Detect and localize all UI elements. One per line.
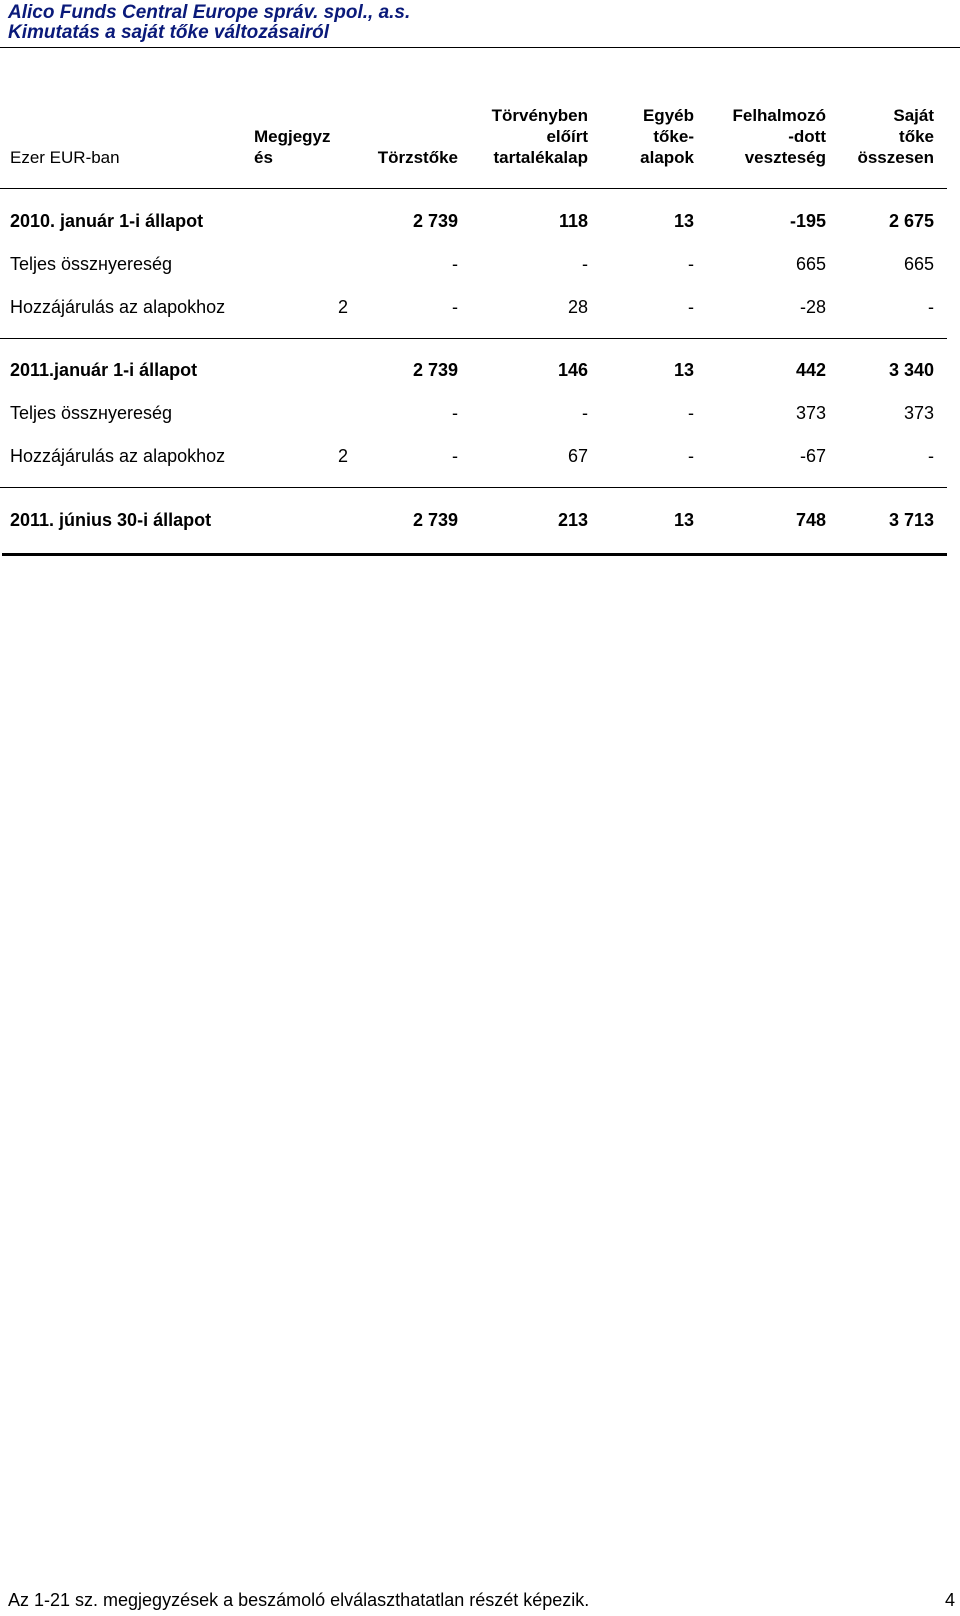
total-cell: -: [928, 297, 934, 317]
share-capital-cell: 2 739: [412, 510, 458, 530]
note-cell: 2: [337, 446, 348, 466]
statement-title: Kimutatás a saját tőke változásairól: [8, 22, 330, 43]
legal-reserve-cell: -: [582, 403, 588, 423]
accum-loss-cell: 665: [795, 254, 826, 274]
legal-reserve-cell: 118: [558, 211, 588, 231]
row-label: Teljes összнyereség: [10, 254, 173, 274]
legal-reserve-header-line1: Törvényben: [491, 106, 588, 125]
company-name: Alico Funds Central Europe správ. spol., a.s.: [8, 2, 411, 23]
note-header-line1: Megjegyz: [254, 127, 331, 146]
table-row: [0, 510, 960, 534]
total-cell: 373: [903, 403, 934, 423]
other-funds-cell: 13: [673, 211, 694, 231]
row-label: 2011.január 1-i állapot: [10, 360, 198, 380]
total-cell: 665: [903, 254, 934, 274]
accum-loss-header-line3: veszteség: [744, 148, 826, 167]
section-rule: [0, 487, 947, 488]
other-funds-cell: -: [688, 297, 694, 317]
equity-total-header-line1: Saját: [893, 106, 934, 125]
accum-loss-cell: 442: [795, 360, 826, 380]
other-funds-header-line3: alapok: [640, 148, 694, 167]
legal-reserve-cell: 28: [567, 297, 588, 317]
share-capital-cell: -: [452, 297, 458, 317]
accum-loss-cell: -195: [789, 211, 826, 231]
share-capital-header: Törzstőke: [377, 148, 458, 167]
accum-loss-cell: -67: [799, 446, 826, 466]
row-label: 2010. január 1-i állapot: [10, 211, 204, 231]
table-row: [0, 360, 960, 384]
accum-loss-header-line2: -dott: [788, 127, 826, 146]
accum-loss-cell: 373: [795, 403, 826, 423]
total-cell: 3 340: [888, 360, 934, 380]
total-cell: 2 675: [888, 211, 934, 231]
legal-reserve-cell: 67: [567, 446, 588, 466]
note-cell: 2: [337, 297, 348, 317]
row-label: Hozzájárulás az alapokhoz: [10, 297, 226, 317]
accum-loss-cell: -28: [799, 297, 826, 317]
row-label: Teljes összнyereség: [10, 403, 173, 423]
note-header-line2: és: [254, 148, 273, 167]
legal-reserve-cell: -: [582, 254, 588, 274]
table-row: [0, 297, 960, 321]
share-capital-cell: -: [452, 254, 458, 274]
accum-loss-cell: 748: [795, 510, 826, 530]
title-divider: [0, 47, 960, 48]
row-label: Hozzájárulás az alapokhoz: [10, 446, 226, 466]
header-rule: [0, 188, 947, 189]
other-funds-cell: -: [688, 254, 694, 274]
other-funds-cell: -: [688, 403, 694, 423]
table-row: [0, 403, 960, 427]
closing-double-rule: [2, 553, 947, 556]
share-capital-cell: -: [452, 446, 458, 466]
legal-reserve-cell: 213: [557, 510, 588, 530]
other-funds-header-line2: tőke-: [653, 127, 694, 146]
other-funds-cell: -: [688, 446, 694, 466]
page-number: 4: [945, 1590, 956, 1610]
section-rule: [0, 338, 947, 339]
other-funds-cell: 13: [673, 360, 694, 380]
row-label: 2011. június 30-i állapot: [10, 510, 212, 530]
table-row: [0, 254, 960, 278]
other-funds-cell: 13: [673, 510, 694, 530]
equity-total-header-line3: összesen: [857, 148, 934, 167]
total-cell: -: [928, 446, 934, 466]
legal-reserve-header-line2: előírt: [546, 127, 588, 146]
share-capital-cell: -: [452, 403, 458, 423]
legal-reserve-cell: 146: [557, 360, 588, 380]
share-capital-cell: 2 739: [412, 211, 458, 231]
unit-header: Ezer EUR-ban: [10, 148, 120, 167]
equity-total-header-line2: tőke: [899, 127, 934, 146]
footer-note: Az 1-21 sz. megjegyzések a beszámoló elválaszthatatlan részét képezik.: [8, 1590, 590, 1610]
total-cell: 3 713: [888, 510, 934, 530]
legal-reserve-header-line3: tartalékalap: [493, 148, 588, 167]
accum-loss-header-line1: Felhalmozó: [732, 106, 826, 125]
other-funds-header-line1: Egyéb: [642, 106, 694, 125]
table-row: [0, 446, 960, 470]
share-capital-cell: 2 739: [412, 360, 458, 380]
table-row: [0, 211, 960, 235]
